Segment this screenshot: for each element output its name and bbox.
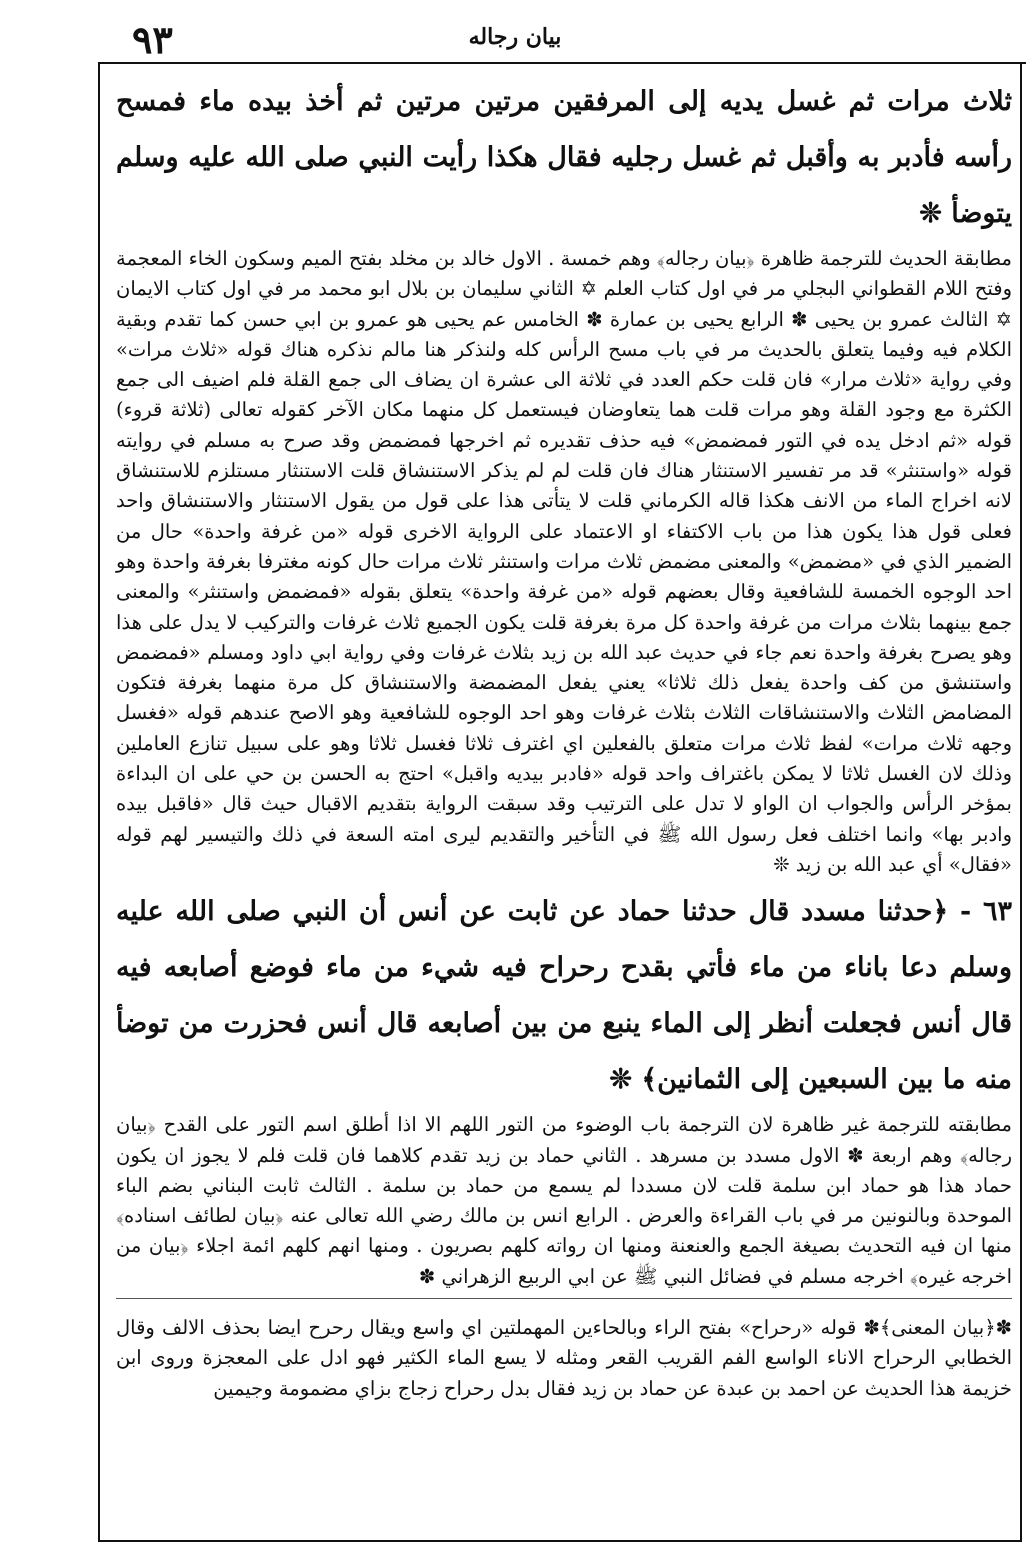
hadith-63-explanation: [116, 1313, 1012, 1404]
page-number: ٩٣: [132, 17, 173, 62]
hadith-63-matn: ٦٣ - ﴿حدثنا مسدد قال حدثنا حماد عن ثابت عن أنس أن النبي صلى الله عليه وسلم دعا باناء من ماء فأتي بقدح رحراح فيه شيء من ماء فوضع أصابعه فيه قال أنس فجعلت أنظر إلى الماء ينبع من بين أصابعه قال أنس فحزرت من توضأ منه ما بين السبعين إلى الثمانين﴾ ❊: [116, 896, 1012, 1096]
text-body: [116, 74, 1012, 1404]
commentary-paragraph: مطابقته للترجمة غير ظاهرة لان الترجمة باب الوضوء من التور اللهم الا اذا أطلق اسم التور على القدح ﴿بيان رجاله﴾ وهم اربعة ✽ الاول مسدد بن مسرهد . الثاني حماد بن زيد تقدم كلاهما فان قلت فلم لا يجوز ان يكون حماد هذا هو حماد ابن سلمة قلت لان مسددا لم يسمع من حماد بن سلمة . الثالث ثابت البناني بضم الباء الموحدة وبالنونين مر في باب القراءة والعرض . الرابع انس بن مالك رضي الله تعالى عنه ﴿بيان لطائف اسناده﴾ منها ان فيه التحديث بصيغة الجمع والعنعنة ومنها ان رواته كلهم بصريون . ومنها انهم كلهم ائمة اجلاء ﴿بيان من اخرجه غيره﴾ اخرجه مسلم في فضائل النبي ﷺ عن ابي الربيع الزهراني ✽: [116, 1113, 1012, 1288]
hadith-62-commentary: [116, 244, 1012, 880]
commentary-paragraph: ✽﴿بيان المعنى﴾✽ قوله «رحراح» بفتح الراء وبالحاءين المهملتين اي واسع ويقال رحرح ايضا بحذف الالف وقال الخطابي الرحراح الاناء الواسع الفم القريب القعر ومثله لا يسع الماء الكثير فهو ادل على المعجزة وروى ابن خزيمة هذا الحديث عن احمد بن عبدة عن حماد بن زيد فقال بدل رحراح زجاج بزاي مضمومة وجيمين: [116, 1316, 1012, 1400]
section-divider: [116, 1298, 1012, 1309]
hadith-62-matn: ثلاث مرات ثم غسل يديه إلى المرفقين مرتين مرتين ثم أخذ بيده ماء فمسح رأسه فأدبر به وأقبل ثم غسل رجليه فقال هكذا رأيت النبي صلى الله عليه وسلم يتوضأ ❊: [116, 86, 1012, 229]
running-head: بيان رجاله: [468, 24, 562, 50]
commentary-paragraph: مطابقة الحديث للترجمة ظاهرة ﴿بيان رجاله﴾ وهم خمسة . الاول خالد بن مخلد بفتح الميم وسكون الخاء المعجمة وفتح اللام القطواني البجلي مر في اول كتاب العلم ✡ الثاني سليمان بن بلال ابو محمد مر في اول كتاب الايمان ✡ الثالث عمرو بن يحيى ✽ الرابع يحيى بن عمارة ✽ الخامس عم يحيى هو عمرو بن ابي حسن كما تقدم وبقية الكلام فيه وفيما يتعلق بالحديث مر في باب مسح الرأس كله ولنذكر هنا مالم نذكره هناك قوله «ثلاث مرات» وفي رواية «ثلاث مرار» فان قلت حكم العدد في ثلاثة الى عشرة ان يضاف الى جمع القلة فلم اضيف الى جمع الكثرة مع وجود القلة وهو مرات قلت هما يتعاوضان فيستعمل كل منهما مكان الآخر كقوله تعالى (ثلاثة قروء) قوله «ثم ادخل يده في التور فمضمض» فيه حذف تقديره ثم اخرجها فمضمض وقد صرح به مسلم في روايته قوله «واستنثر» قد مر تفسير الاستنثار هناك فان قلت لم لم يذكر الاستنشاق قلت الاستنثار مستلزم للاستنشاق لانه اخراج الماء من الانف هكذا قاله الكرماني قلت لا يتأتى هذا على قول من يقول الاستنثار والاستنشاق واحد فعلى قول هذا يكون هذا من باب الاكتفاء او الاعتماد على الرواية الاخرى قوله «من غرفة واحدة» حال من الضمير الذي في «مضمض» والمعنى مضمض ثلاث مرات واستنثر ثلاث مرات حال كونه مغترفا بغرفة واحدة وهو احد الوجوه الخمسة للشافعية وقال بعضهم قوله «من غرفة واحدة» يتعلق بقوله «فمضمض واستنثر» والمعنى جمع بينهما بثلاث مرات من غرفة واحدة كل مرة بغرفة قلت يكون الجميع ثلاث غرفات والتركيب لا يدل على هذا وهو يصرح بغرفة واحدة نعم جاء في حديث عبد الله بن زيد بثلاث غرفات وفي رواية ابي داود ومسلم «فمضمض واستنشق من كف واحدة يفعل ذلك ثلاثا» يعني يفعل المضمضة والاستنشاق كل مرة منهما بغرفة فتكون المضامض الثلاث والاستنشاقات الثلاث بثلاث غرفات وهو احد الوجوه للشافعية وهو الاصح عندهم قوله «فغسل وجهه ثلاث مرات» لفظ ثلاث مرات متعلق بالفعلين اي اغترف ثلاثا فغسل ثلاثا وهو على سبيل تنازع العاملين وذلك لان الغسل ثلاثا لا يمكن باغتراف واحد قوله «فادبر بيديه واقبل» احتج به الحسن بن حي على ان البداءة بمؤخر الرأس والجواب ان الواو لا تدل على الترتيب وقد سبقت الرواية بتقديم الاقبال حيث قال «فاقبل بيده وادبر بها» وانما اختلف فعل رسول الله ﷺ في التأخير والتقديم ليرى امته السعة في ذلك والتيسير لهم قوله «فقال» أي عبد الله بن زيد ❊: [116, 247, 1012, 876]
hadith-63-commentary: [116, 1110, 1012, 1292]
